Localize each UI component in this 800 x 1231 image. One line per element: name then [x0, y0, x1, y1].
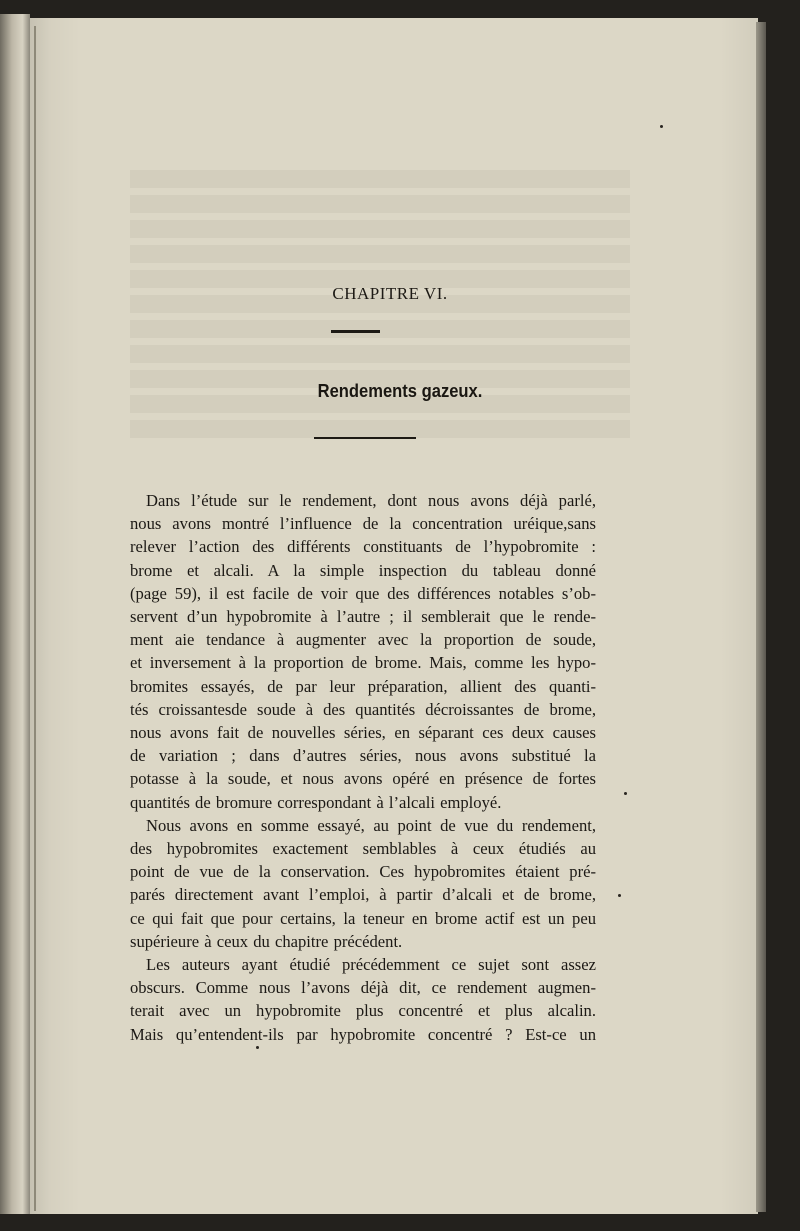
section-title: Rendements gazeux. [317, 381, 483, 401]
text-line: point de vue de la conservation. Ces hypobromites étaient pré- [130, 862, 596, 882]
text-line: relever l’action des différents constituants de l’hypobromite : [130, 537, 596, 557]
chapter-heading: CHAPITRE VI. [332, 284, 448, 303]
body-text [130, 489, 596, 1046]
text-line: tés croissantesde soude à des quantités décroissantes de brome, [130, 699, 596, 719]
text-line: nous avons fait de nouvelles séries, en séparant ces deux causes [130, 723, 596, 743]
section-rule [314, 437, 416, 439]
text-line: Dans l’étude sur le rendement, dont nous avons déjà parlé, [146, 491, 596, 510]
text-line: potasse à la soude, et nous avons opéré en présence de fortes [130, 769, 596, 789]
text-line: nous avons montré l’influence de la concentration uréique,sans [130, 514, 596, 534]
text-line: Les auteurs ayant étudié précédemment ce sujet sont assez [146, 955, 596, 975]
text-line: bromites essayés, de par leur préparation, allient des quanti- [130, 676, 596, 696]
text-line: ment aie tendance à augmenter avec la proportion de soude, [130, 630, 596, 650]
text-line: servent d’un hypobromite à l’autre ; il semblerait que le rende- [130, 607, 596, 627]
paper-speck [624, 792, 627, 795]
text-line: ce qui fait que pour certains, la teneur en brome actif est un peu [130, 908, 596, 928]
text-line: Nous avons en somme essayé, au point de vue du rendement, [146, 815, 596, 835]
text-line: Mais qu’entendent-ils par hypobromite concentré ? Est-ce un [130, 1024, 596, 1044]
text-line: supérieure à ceux du chapitre précédent. [130, 931, 403, 951]
text-line: parés directement avant l’emploi, à partir d’alcali et de brome, [130, 885, 596, 905]
text-line: brome et alcali. A la simple inspection du tableau donné [130, 560, 596, 580]
text-line: obscurs. Comme nous l’avons déjà dit, ce rendement augmen- [130, 978, 596, 998]
paper-speck [618, 894, 621, 897]
paragraph-2 [130, 814, 596, 953]
text-line: des hypobromites exactement semblables à ceux étudiés au [130, 839, 596, 859]
paper-speck [660, 125, 663, 128]
text-line: quantités de bromure correspondant à l’alcali employé. [130, 792, 502, 812]
text-line: et inversement à la proportion de brome. Mais, comme les hypo- [130, 653, 596, 673]
text-line: de variation ; dans d’autres séries, nous avons substitué la [130, 746, 596, 766]
text-line: terait avec un hypobromite plus concentré et plus alcalin. [130, 1001, 596, 1021]
paragraph-1 [130, 489, 596, 814]
right-page-edge [756, 22, 766, 1212]
paragraph-3 [130, 953, 596, 1046]
chapter-rule [331, 330, 380, 333]
left-page-edge [0, 14, 30, 1214]
page-gutter-line [34, 26, 36, 1211]
paper-speck [256, 1046, 259, 1049]
text-line: (page 59), il est facile de voir que des différences notables s’ob- [130, 583, 596, 603]
